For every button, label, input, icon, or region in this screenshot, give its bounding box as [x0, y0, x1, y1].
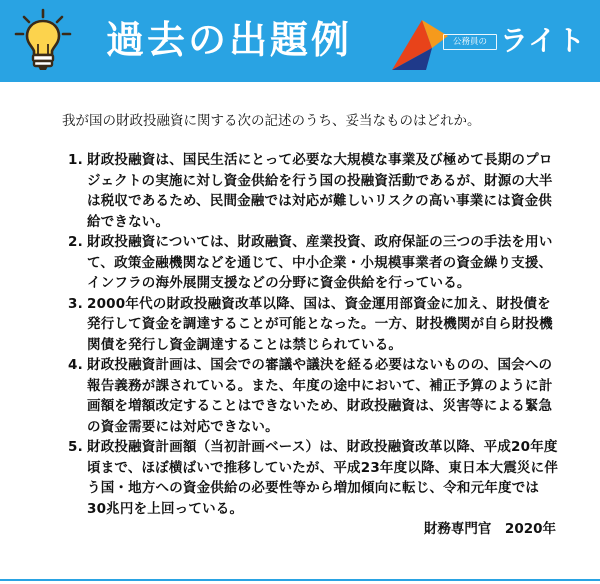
choice-number: 1.: [68, 152, 83, 168]
choice-number: 2.: [68, 234, 83, 250]
bottom-divider: [0, 579, 600, 581]
choice-text: 財政投融資計画額（当初計画ベース）は、財政投融資改革以降、平成20年度頃まで、ほぼ横ばいで推移していたが、平成23年度以降、東日本大震災に伴う国・地方への資金供給の必要性等から増加傾向に転じ、令和元年度では30兆円を上回っている。: [87, 439, 559, 517]
choice-5: [58, 437, 558, 519]
choice-number: 5.: [68, 439, 83, 455]
logo-main-label: ライト: [500, 24, 587, 57]
choice-4: [58, 355, 558, 437]
answer-choices: [58, 150, 558, 519]
question-content: [58, 94, 558, 539]
choice-text: 2000年代の財政投融資改革以降、国は、資金運用部資金に加え、財投債を発行して資金を調達することが可能となった。一方、財投機関が自ら財投機関債を発行し資金調達することは禁じられている。: [87, 295, 553, 353]
choice-text: 財政投融資計画は、国会での審議や議決を経る必要はないものの、国会への報告義務が課されている。また、年度の途中において、補正予算のように計画額を増額改定することはできないため、財政投融資は、災害等による緊急の資金需要には対応できない。: [87, 357, 553, 435]
logo-sub-label: 公務員の: [443, 34, 497, 50]
question-text: 我が国の財政投融資に関する次の記述のうち、妥当なものはどれか。: [62, 113, 481, 129]
lightbulb-icon: [12, 8, 74, 74]
choice-1: [58, 150, 558, 232]
choice-2: [58, 232, 558, 294]
page-title: 過去の出題例: [106, 18, 353, 62]
header-banner: [0, 0, 600, 82]
choice-text: 財政投融資については、財政融資、産業投資、政府保証の三つの手法を用いて、政策金融機関などを通じて、中小企業・小規模事業者の資金繰り支援、インフラの海外展開支援などの分野に資金供給を行っている。: [87, 234, 553, 291]
exam-credit: 財務専門官 2020年: [423, 521, 556, 537]
choice-number: 3.: [68, 295, 83, 312]
choice-text: 財政投融資は、国民生活にとって必要な大規模な事業及び極めて長期のプロジェクトの実施に対し資金供給を行う国の投融資活動であるが、財源の大半は税収であるため、民間金融では対応が難しいリスクの高い事業には資金供給できない。: [87, 152, 553, 230]
choice-number: 4.: [68, 357, 83, 373]
choice-3: [58, 294, 558, 356]
